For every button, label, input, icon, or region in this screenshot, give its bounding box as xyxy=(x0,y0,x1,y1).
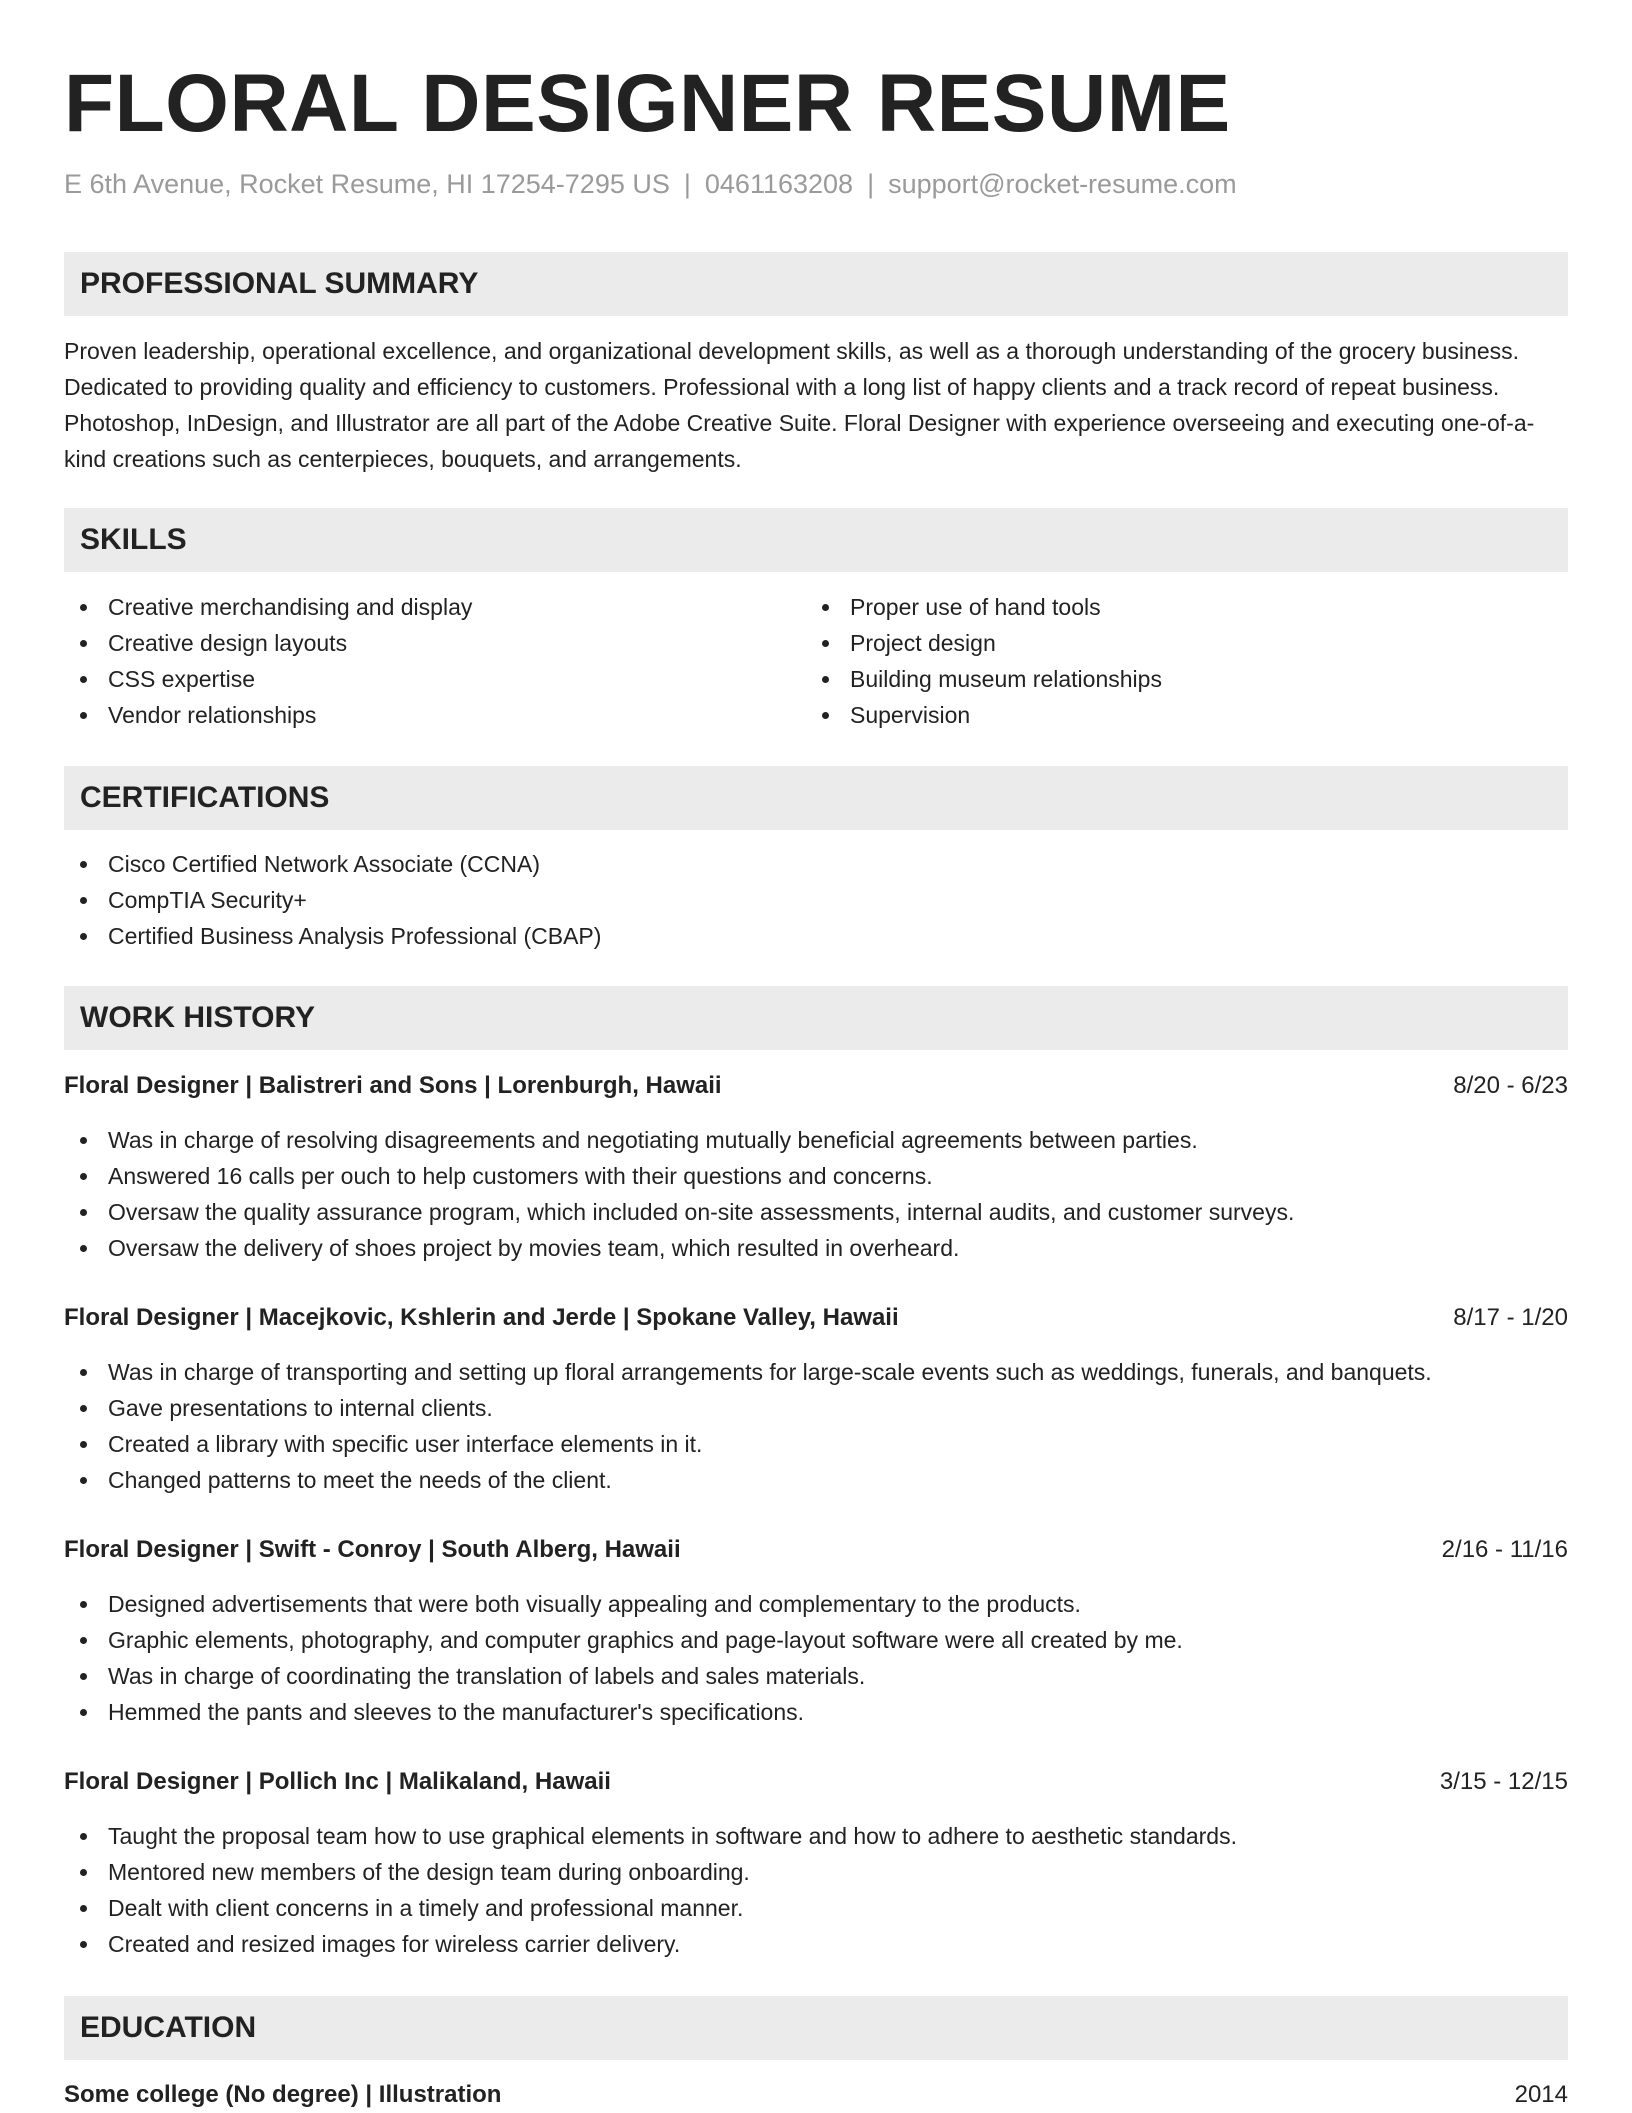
contact-separator: | xyxy=(683,169,691,199)
job-bullet: Mentored new members of the design team during onboarding. xyxy=(64,1854,1237,1890)
skill-item: Proper use of hand tools xyxy=(806,589,1162,625)
job-dates: 8/20 - 6/23 xyxy=(1453,1072,1568,1099)
certifications-list xyxy=(64,846,601,954)
education-section-header xyxy=(64,1996,1568,2060)
certification-item: Certified Business Analysis Professional (CBAP) xyxy=(64,918,601,954)
job-dates: 3/15 - 12/15 xyxy=(1439,1768,1568,1795)
skill-item: Building museum relationships xyxy=(806,661,1162,697)
certifications-section-header xyxy=(64,766,1568,830)
skill-item: Project design xyxy=(806,625,1162,661)
address-text: E 6th Avenue, Rocket Resume, HI 17254-7295 US xyxy=(64,169,670,199)
job-title: Floral Designer | Macejkovic, Kshlerin and Jerde | Spokane Valley, Hawaii xyxy=(64,1304,899,1331)
certifications-heading: CERTIFICATIONS xyxy=(80,781,330,814)
job-title: Floral Designer | Pollich Inc | Malikaland, Hawaii xyxy=(64,1768,611,1795)
job-bullets xyxy=(64,1354,1432,1498)
education-heading: EDUCATION xyxy=(80,2011,257,2044)
job-bullet: Was in charge of resolving disagreements and negotiating mutually beneficial agreements between parties. xyxy=(64,1122,1294,1158)
job-bullet: Gave presentations to internal clients. xyxy=(64,1390,1432,1426)
resume-title: FLORAL DESIGNER RESUME xyxy=(64,58,1231,149)
skills-list-right xyxy=(806,589,1162,733)
phone-text: 0461163208 xyxy=(704,169,854,199)
job-bullet: Answered 16 calls per ouch to help customers with their questions and concerns. xyxy=(64,1158,1294,1194)
job-bullet: Created a library with specific user interface elements in it. xyxy=(64,1426,1432,1462)
skill-item: Vendor relationships xyxy=(64,697,472,733)
job-bullet: Graphic elements, photography, and computer graphics and page-layout software were all created by me. xyxy=(64,1622,1183,1658)
certification-item: Cisco Certified Network Associate (CCNA) xyxy=(64,846,601,882)
job-bullet: Was in charge of coordinating the translation of labels and sales materials. xyxy=(64,1658,1183,1694)
skills-section-header xyxy=(64,508,1568,572)
skill-item: CSS expertise xyxy=(64,661,472,697)
summary-heading: PROFESSIONAL SUMMARY xyxy=(80,267,479,300)
job-bullet: Oversaw the delivery of shoes project by movies team, which resulted in overheard. xyxy=(64,1230,1294,1266)
job-title: Floral Designer | Balistreri and Sons | Lorenburgh, Hawaii xyxy=(64,1072,722,1099)
certification-item: CompTIA Security+ xyxy=(64,882,601,918)
job-bullet: Taught the proposal team how to use graphical elements in software and how to adhere to aesthetic standards. xyxy=(64,1818,1237,1854)
job-bullet: Created and resized images for wireless carrier delivery. xyxy=(64,1926,1237,1962)
job-bullet: Was in charge of transporting and setting up floral arrangements for large-scale events such as weddings, funerals, and banquets. xyxy=(64,1354,1432,1390)
skill-item: Creative merchandising and display xyxy=(64,589,472,625)
work-history-heading: WORK HISTORY xyxy=(80,1001,316,1034)
job-bullet: Changed patterns to meet the needs of the client. xyxy=(64,1462,1432,1498)
job-dates: 2/16 - 11/16 xyxy=(1441,1536,1568,1563)
skill-item: Supervision xyxy=(806,697,1162,733)
job-bullet: Dealt with client concerns in a timely and professional manner. xyxy=(64,1890,1237,1926)
job-title: Floral Designer | Swift - Conroy | South Alberg, Hawaii xyxy=(64,1536,681,1563)
summary-section-header xyxy=(64,252,1568,316)
education-year: 2014 xyxy=(1514,2081,1568,2108)
work-history-section-header xyxy=(64,986,1568,1050)
job-dates: 8/17 - 1/20 xyxy=(1453,1304,1568,1331)
summary-text: Proven leadership, operational excellence, and organizational development skills, as well as a thorough understanding of the grocery business. Dedicated to providing quality and efficiency to customers. Professional with a long list of happy clients and a track record of repeat business. Photoshop, InDesign, and Illustrator are all part of the Adobe Creative Suite. Floral Designer with experience overseeing and executing one-of-a-kind creations such as centerpieces, bouquets, and arrangements. xyxy=(64,338,1535,472)
job-bullet: Hemmed the pants and sleeves to the manufacturer's specifications. xyxy=(64,1694,1183,1730)
email-text: support@rocket-resume.com xyxy=(888,169,1237,199)
contact-separator: | xyxy=(867,169,875,199)
job-bullets xyxy=(64,1122,1294,1266)
contact-line xyxy=(64,166,1237,202)
skills-heading: SKILLS xyxy=(80,523,187,556)
education-title: Some college (No degree) | Illustration xyxy=(64,2081,502,2108)
skill-item: Creative design layouts xyxy=(64,625,472,661)
job-bullet: Designed advertisements that were both visually appealing and complementary to the products. xyxy=(64,1586,1183,1622)
job-bullets xyxy=(64,1818,1237,1962)
job-bullets xyxy=(64,1586,1183,1730)
skills-list-left xyxy=(64,589,472,733)
job-bullet: Oversaw the quality assurance program, which included on-site assessments, internal audits, and customer surveys. xyxy=(64,1194,1294,1230)
